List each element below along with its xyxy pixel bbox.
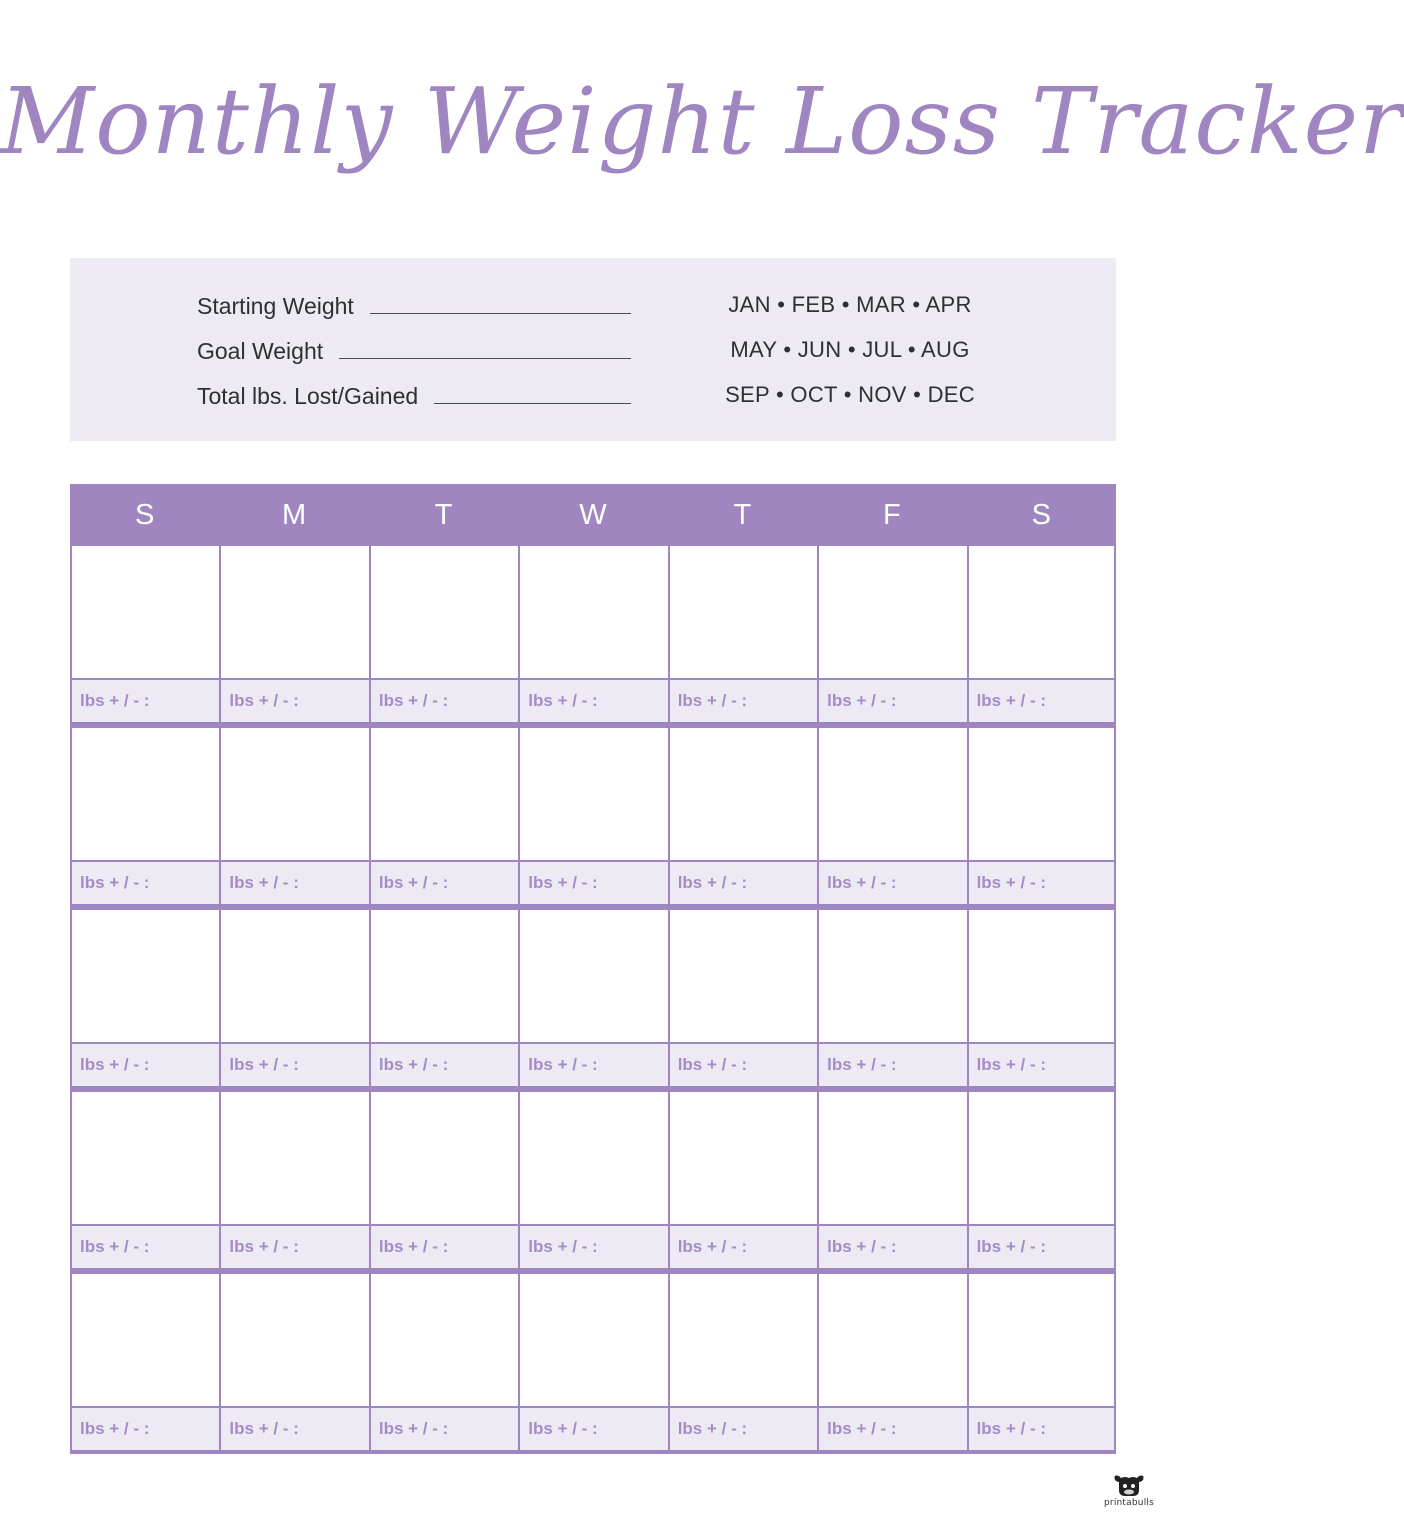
lbs-change-label: lbs + / - : [371,678,518,722]
brand-name: printabulls [1104,1498,1154,1508]
lbs-change-label: lbs + / - : [670,1042,817,1086]
calendar-grid [70,484,1116,1456]
day-header-4: T [733,499,752,531]
day-cell[interactable] [219,1090,370,1270]
day-cell[interactable] [70,1272,221,1452]
lbs-change-label: lbs + / - : [221,1042,368,1086]
day-cell[interactable] [967,544,1116,724]
total-lost-gained-line[interactable] [434,402,631,404]
day-cell[interactable] [518,544,669,724]
lbs-change-label: lbs + / - : [520,1224,667,1268]
lbs-change-label: lbs + / - : [819,1042,966,1086]
day-cell[interactable] [219,908,370,1088]
day-cell[interactable] [967,726,1116,906]
lbs-change-label: lbs + / - : [819,860,966,904]
lbs-change-label: lbs + / - : [72,1406,219,1450]
week-separator [70,1450,1116,1454]
lbs-change-label: lbs + / - : [72,1042,219,1086]
day-cell[interactable] [518,726,669,906]
day-cell[interactable] [668,726,819,906]
months-row-3: SEP • OCT • NOV • DEC [725,382,975,407]
day-cell[interactable] [817,908,968,1088]
lbs-change-label: lbs + / - : [72,678,219,722]
day-cell[interactable] [668,908,819,1088]
day-cell[interactable] [369,1272,520,1452]
day-cell[interactable] [70,544,221,724]
lbs-change-label: lbs + / - : [520,860,667,904]
lbs-change-label: lbs + / - : [969,1042,1114,1086]
goal-weight-field [197,335,631,365]
lbs-change-label: lbs + / - : [969,860,1114,904]
page-title: Monthly Weight Loss Tracker [0,68,1404,175]
day-cell[interactable] [668,544,819,724]
total-lost-gained-field [197,380,631,410]
lbs-change-label: lbs + / - : [72,1224,219,1268]
lbs-change-label: lbs + / - : [371,1042,518,1086]
lbs-change-label: lbs + / - : [221,678,368,722]
lbs-change-label: lbs + / - : [520,1042,667,1086]
lbs-change-label: lbs + / - : [819,1406,966,1450]
day-cell[interactable] [817,726,968,906]
day-cell[interactable] [219,544,370,724]
lbs-change-label: lbs + / - : [72,860,219,904]
lbs-change-label: lbs + / - : [969,1406,1114,1450]
months-row-2: MAY • JUN • JUL • AUG [730,337,970,362]
day-cell[interactable] [668,1272,819,1452]
lbs-change-label: lbs + / - : [670,860,817,904]
lbs-change-label: lbs + / - : [371,1224,518,1268]
info-panel [70,258,1116,441]
day-header-0: S [135,499,155,531]
lbs-change-label: lbs + / - : [371,860,518,904]
lbs-change-label: lbs + / - : [221,860,368,904]
day-cell[interactable] [369,1090,520,1270]
day-cell[interactable] [967,1272,1116,1452]
starting-weight-line[interactable] [370,312,631,314]
lbs-change-label: lbs + / - : [221,1224,368,1268]
lbs-change-label: lbs + / - : [221,1406,368,1450]
day-cell[interactable] [967,1090,1116,1270]
bull-logo-icon [1111,1472,1147,1498]
lbs-change-label: lbs + / - : [670,1406,817,1450]
day-cell[interactable] [967,908,1116,1088]
day-cell[interactable] [369,908,520,1088]
day-header-3: W [579,499,607,531]
lbs-change-label: lbs + / - : [670,1224,817,1268]
day-cell[interactable] [518,908,669,1088]
lbs-change-label: lbs + / - : [670,678,817,722]
day-cell[interactable] [219,1272,370,1452]
goal-weight-label: Goal Weight [197,338,324,364]
lbs-change-label: lbs + / - : [969,678,1114,722]
lbs-change-label: lbs + / - : [969,1224,1114,1268]
day-header-5: F [882,499,901,531]
lbs-change-label: lbs + / - : [520,1406,667,1450]
lbs-change-label: lbs + / - : [371,1406,518,1450]
starting-weight-field [197,290,631,320]
day-cell[interactable] [817,1090,968,1270]
lbs-change-label: lbs + / - : [520,678,667,722]
brand-mark [1094,1472,1164,1532]
day-header-1: M [282,499,307,531]
calendar-header [70,484,1116,544]
lbs-change-label: lbs + / - : [819,1224,966,1268]
starting-weight-label: Starting Weight [197,293,354,319]
day-cell[interactable] [518,1090,669,1270]
day-cell[interactable] [70,908,221,1088]
day-cell[interactable] [70,726,221,906]
day-cell[interactable] [668,1090,819,1270]
day-cell[interactable] [219,726,370,906]
day-cell[interactable] [817,1272,968,1452]
day-header-2: T [434,499,453,531]
day-cell[interactable] [518,1272,669,1452]
lbs-change-label: lbs + / - : [819,678,966,722]
day-header-6: S [1031,499,1051,531]
months-row-1: JAN • FEB • MAR • APR [728,292,972,317]
day-cell[interactable] [369,726,520,906]
day-cell[interactable] [817,544,968,724]
day-cell[interactable] [369,544,520,724]
goal-weight-line[interactable] [339,357,631,359]
day-cell[interactable] [70,1090,221,1270]
total-lost-gained-label: Total lbs. Lost/Gained [197,383,419,409]
